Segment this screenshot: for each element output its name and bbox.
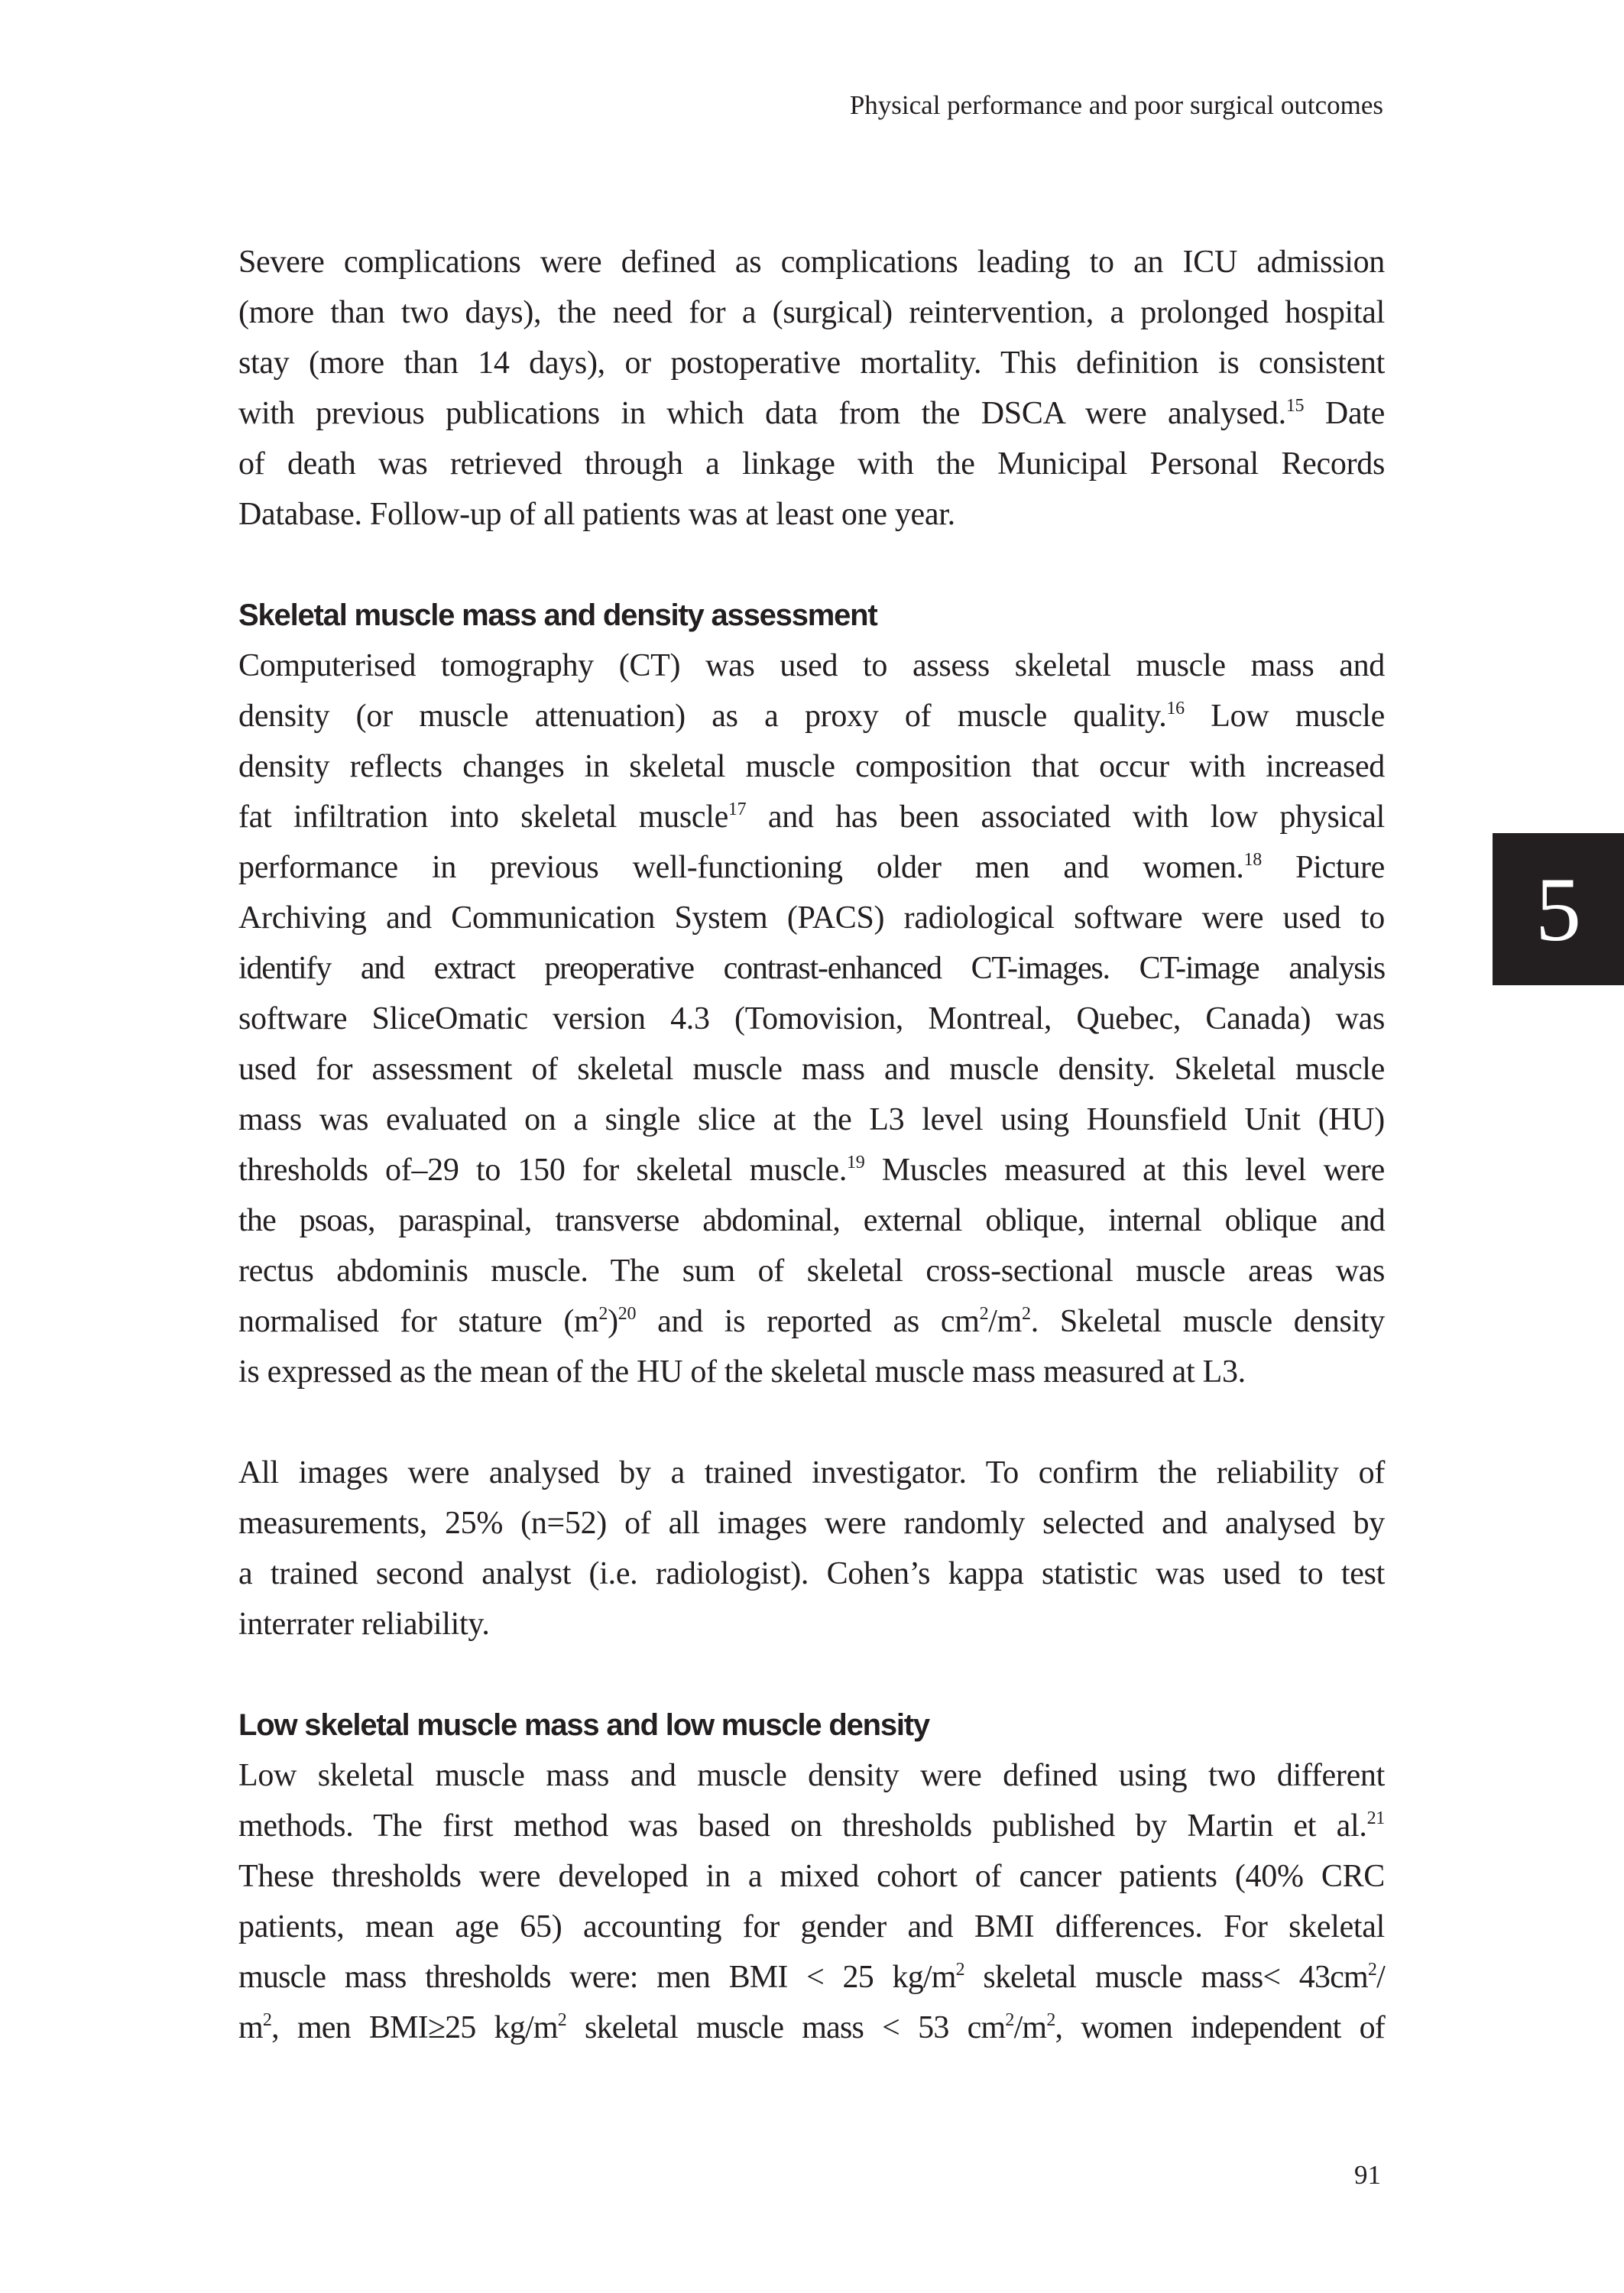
text-span: Database. Follow-up of all patients was at least one year. <box>238 497 955 532</box>
text-span: mass was evaluated on a single slice at the L3 level using Hounsfield Unit (HU) <box>238 1102 1385 1137</box>
superscript: 2 <box>262 2010 272 2030</box>
text-span: is expressed as the mean of the HU of the skeletal muscle mass measured at L3. <box>238 1354 1246 1390</box>
text-span: stay (more than 14 days), or postoperative mortality. This definition is consistent <box>238 345 1385 381</box>
text-line <box>238 388 1385 439</box>
text-span: patients, mean age 65) accounting for gender and BMI differences. For skeletal <box>238 1909 1385 1944</box>
citation-superscript: 17 <box>728 799 747 819</box>
text-line <box>238 842 1385 893</box>
text-span: Severe complications were defined as complications leading to an ICU admission <box>238 245 1385 280</box>
text-line <box>238 1599 1385 1649</box>
text-line <box>238 1044 1385 1095</box>
text-line <box>238 287 1385 338</box>
running-header-title: Physical performance and poor surgical outcomes <box>849 90 1383 120</box>
text-span: Archiving and Communication System (PACS) radiological software were used to <box>238 900 1385 936</box>
text-span: muscle mass thresholds were: men BMI < 25 kg/m <box>238 1960 956 1995</box>
chapter-number: 5 <box>1535 858 1581 960</box>
citation-superscript: 20 <box>618 1304 637 1324</box>
text-line <box>238 489 1385 540</box>
superscript: 2 <box>1005 2010 1014 2030</box>
text-span: and has been associated with low physical <box>746 799 1386 835</box>
text-span: Date <box>1304 396 1385 431</box>
superscript: 2 <box>1046 2010 1055 2030</box>
text-line <box>238 994 1385 1044</box>
text-line <box>238 1801 1385 1851</box>
text-line <box>238 741 1385 792</box>
chapter-tab <box>1493 833 1624 985</box>
text-span: methods. The first method was based on thresholds published by Martin et al. <box>238 1808 1367 1844</box>
text-span: thresholds of–29 to 150 for skeletal muscle. <box>238 1153 848 1188</box>
superscript: 2 <box>598 1304 608 1324</box>
section-heading: Skeletal muscle mass and density assessment <box>238 598 877 632</box>
text-line <box>238 1195 1385 1246</box>
paragraph-muscle-assessment <box>238 641 1385 1397</box>
text-span: / <box>1376 1960 1385 1995</box>
citation-superscript: 16 <box>1166 699 1185 718</box>
text-line <box>238 1095 1385 1145</box>
text-span: Muscles measured at this level were <box>864 1153 1385 1188</box>
text-line <box>238 1549 1385 1599</box>
section-heading: Low skeletal muscle mass and low muscle density <box>238 1708 929 1742</box>
text-line <box>238 1145 1385 1195</box>
text-line <box>238 439 1385 489</box>
text-span: density reflects changes in skeletal muscle composition that occur with increased <box>238 749 1385 784</box>
text-span: , women independent of <box>1055 2010 1385 2045</box>
text-span: Low skeletal muscle mass and muscle density were defined using two different <box>238 1758 1385 1793</box>
text-line <box>238 1498 1385 1549</box>
citation-superscript: 18 <box>1243 850 1262 870</box>
text-span: m <box>238 2010 263 2045</box>
text-line <box>238 338 1385 388</box>
text-span: software SliceOmatic version 4.3 (Tomovision, Montreal, Quebec, Canada) was <box>238 1001 1385 1036</box>
text-line <box>238 2003 1385 2053</box>
text-span: with previous publications in which data from the DSCA were analysed. <box>238 396 1286 431</box>
paragraph-gap <box>238 540 1385 590</box>
text-span: rectus abdominis muscle. The sum of skeletal cross-sectional muscle areas was <box>238 1254 1385 1289</box>
text-span: (more than two days), the need for a (surgical) reintervention, a prolonged hospital <box>238 295 1385 330</box>
text-span: /m <box>1013 2010 1047 2045</box>
text-line <box>238 691 1385 741</box>
text-span: ) <box>608 1304 618 1339</box>
superscript: 2 <box>1022 1304 1031 1324</box>
text-span: performance in previous well-functioning older men and women. <box>238 850 1244 885</box>
paragraph-gap <box>238 1397 1385 1448</box>
text-line <box>238 943 1385 994</box>
text-line <box>238 1296 1385 1347</box>
text-line <box>238 1750 1385 1801</box>
text-line <box>238 792 1385 842</box>
text-span: . Skeletal muscle density <box>1030 1304 1385 1339</box>
text-span: These thresholds were developed in a mixed cohort of cancer patients (40% CRC <box>238 1859 1385 1894</box>
paragraph-complications <box>238 237 1385 540</box>
citation-superscript: 19 <box>847 1153 865 1172</box>
body-text <box>238 237 1385 2053</box>
text-span: Computerised tomography (CT) was used to assess skeletal muscle mass and <box>238 648 1385 683</box>
text-span: /m <box>988 1304 1023 1339</box>
citation-superscript: 15 <box>1285 396 1305 416</box>
text-span: of death was retrieved through a linkage with the Municipal Personal Records <box>238 446 1385 482</box>
text-span: density (or muscle attenuation) as a proxy of muscle quality. <box>238 699 1167 734</box>
text-line <box>238 1448 1385 1498</box>
text-span: All images were analysed by a trained investigator. To confirm the reliability of <box>238 1455 1385 1490</box>
text-line <box>238 1246 1385 1296</box>
text-span: Picture <box>1261 850 1385 885</box>
text-span: the psoas, paraspinal, transverse abdominal, external oblique, internal oblique and <box>238 1203 1385 1238</box>
superscript: 2 <box>955 1960 964 1980</box>
superscript: 2 <box>557 2010 566 2030</box>
text-span: a trained second analyst (i.e. radiologist). Cohen’s kappa statistic was used to test <box>238 1556 1385 1591</box>
paragraph-reliability <box>238 1448 1385 1649</box>
text-line <box>238 1902 1385 1952</box>
text-span: measurements, 25% (n=52) of all images were randomly selected and analysed by <box>238 1506 1385 1541</box>
paragraph-gap <box>238 1649 1385 1700</box>
superscript: 2 <box>979 1304 989 1324</box>
citation-superscript: 21 <box>1366 1808 1385 1828</box>
text-line <box>238 237 1385 287</box>
text-line <box>238 1952 1385 2003</box>
text-line <box>238 1347 1385 1397</box>
text-span: skeletal muscle mass < 53 cm <box>566 2010 1006 2045</box>
text-span: identify and extract preoperative contrast-enhanced CT-images. CT-image analysis <box>238 951 1385 986</box>
text-line <box>238 893 1385 943</box>
superscript: 2 <box>1367 1960 1377 1980</box>
text-span: used for assessment of skeletal muscle mass and muscle density. Skeletal muscle <box>238 1052 1385 1087</box>
text-span: and is reported as cm <box>636 1304 980 1339</box>
text-span: Low muscle <box>1184 699 1385 734</box>
text-span: skeletal muscle mass< 43cm <box>964 1960 1368 1995</box>
paragraph-low-muscle-mass <box>238 1750 1385 2053</box>
text-span: interrater reliability. <box>238 1607 490 1642</box>
text-span: normalised for stature (m <box>238 1304 599 1339</box>
text-line <box>238 1851 1385 1902</box>
page-number: 91 <box>1354 2160 1381 2190</box>
text-span: fat infiltration into skeletal muscle <box>238 799 728 835</box>
text-line <box>238 641 1385 691</box>
text-span: , men BMI≥25 kg/m <box>271 2010 558 2045</box>
